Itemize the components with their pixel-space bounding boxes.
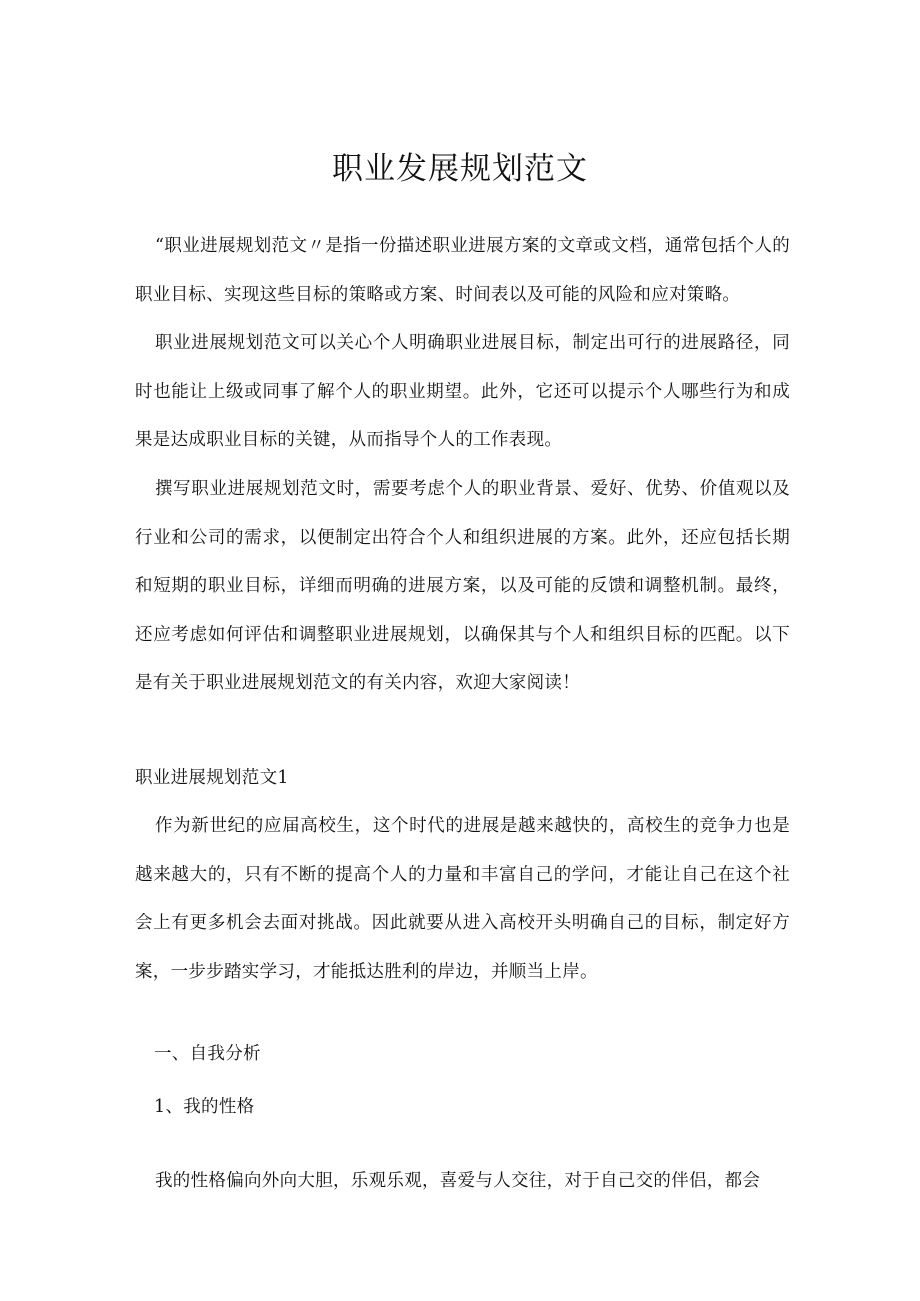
section-heading: 一、自我分析 — [154, 1044, 261, 1064]
sub-heading: 1、我的性格 — [154, 1097, 255, 1117]
intro-paragraph-1: “职业进展规划范文〃是指一份描述职业进展方案的文章或文档，通常包括个人的职业目标、实现这些目标的策略或方案、时间表以及可能的风险和应对策略。 — [135, 236, 790, 305]
intro-paragraph-3: 撰写职业进展规划范文时，需要考虑个人的职业背景、爱好、优势、价值观以及行业和公司的需求，以便制定出符合个人和组织进展的方案。此外，还应包括长期和短期的职业目标，详细而明确的进展方案，以及可能的反馈和调整机制。最终，还应考虑如何评估和调整职业进展规划，以确保其与个人和组织目标的匹配。以下是有关于职业进展规划范文的有关内容，欢迎大家阅读！ — [135, 479, 790, 693]
last-paragraph: 我的性格偏向外向大胆，乐观乐观，喜爱与人交往，对于自己交的伴侣，都会 — [155, 1171, 761, 1191]
sample-paragraph: 作为新世纪的应届高校生，这个时代的进展是越来越快的，高校生的竞争力也是越来越大的，只有不断的提高个人的力量和丰富自己的学问，才能让自己在这个社会上有更多机会去面对挑战。因此就要从进入高校开头明确自己的目标，制定好方案，一步步踏实学习，才能抵达胜利的岸边，并顺当上岸。 — [135, 816, 790, 982]
document-title: 职业发展规划范文 — [332, 151, 588, 187]
intro-paragraph-2: 职业进展规划范文可以关心个人明确职业进展目标，制定出可行的进展路径，同时也能让上级或同事了解个人的职业期望。此外，它还可以提示个人哪些行为和成果是达成职业目标的关键，从而指导个人的工作表现。 — [135, 333, 790, 450]
sample-heading: 职业进展规划范文1 — [135, 768, 289, 788]
